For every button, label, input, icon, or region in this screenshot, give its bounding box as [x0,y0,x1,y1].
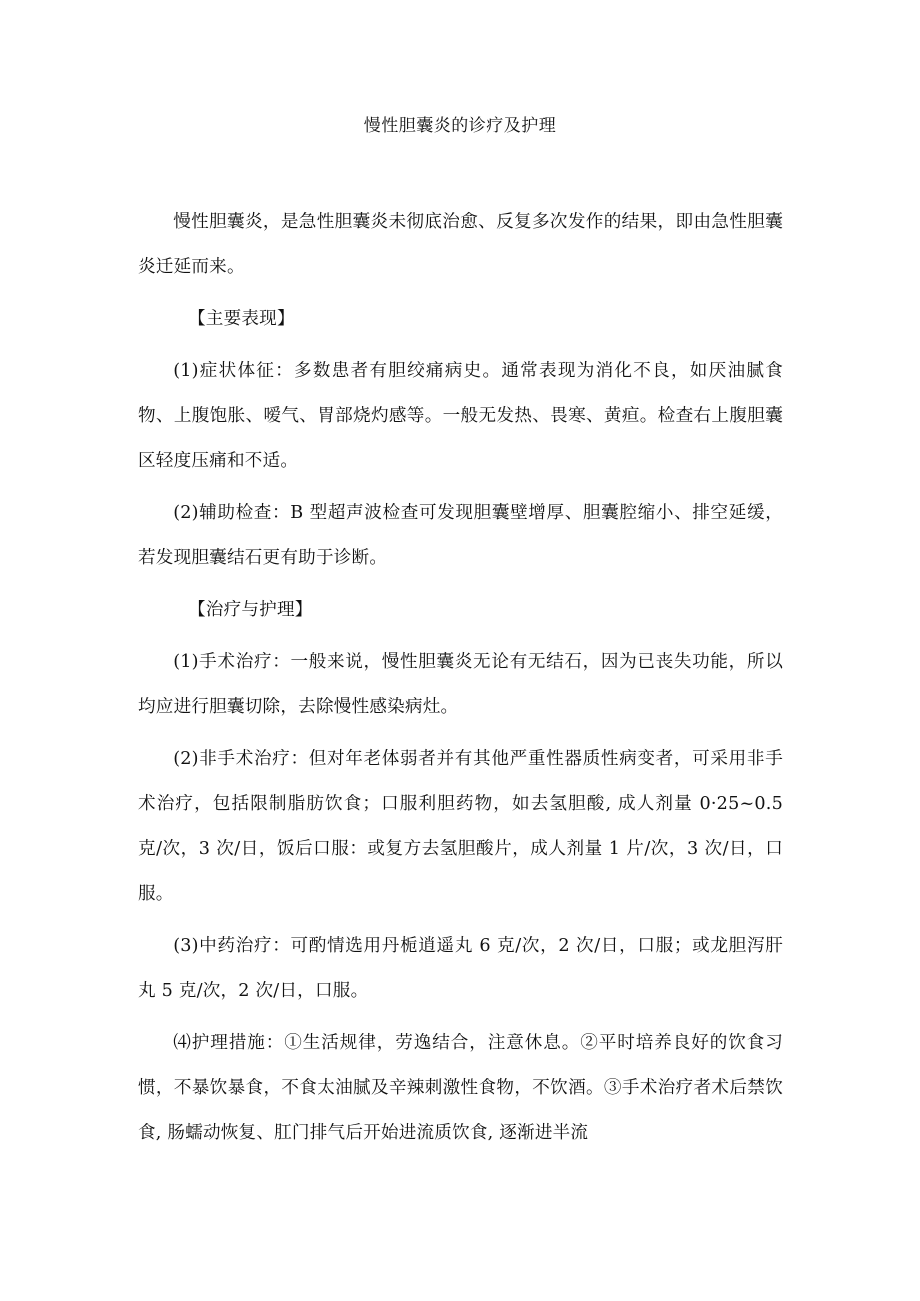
section-heading-treatment: 【治疗与护理】 [188,600,313,620]
document-title: 慢性胆囊炎的诊疗及护理 [363,116,557,136]
nonsurgical-paragraph: (2)非手术治疗：但对年老体弱者并有其他严重性器质性病变者，可采用非手术治疗，包括限制脂肪饮食；口服利胆药物，如去氢胆酸, 成人剂量 0·25~0.5 克/次，3 次/日，饭后口服：或复方去氢胆酸片，成人剂量 1 片/次，3 次/日，口服。 [138,749,783,904]
intro-paragraph: 慢性胆囊炎，是急性胆囊炎未彻底治愈、反复多次发作的结果，即由急性胆囊炎迁延而来。 [138,212,783,277]
examination-paragraph: (2)辅助检查：B 型超声波检查可发现胆囊壁增厚、胆囊腔缩小、排空延缓，若发现胆囊结石更有助于诊断。 [138,503,783,568]
tcm-paragraph: (3)中药治疗：可酌情选用丹栀逍遥丸 6 克/次，2 次/日，口服；或龙胆泻肝丸 5 克/次，2 次/日，口服。 [138,936,783,1001]
nursing-paragraph: ⑷护理措施：①生活规律，劳逸结合，注意休息。②平时培养良好的饮食习惯，不暴饮暴食，不食太油腻及辛辣刺激性食物，不饮酒。③手术治疗者术后禁饮食, 肠蠕动恢复、肛门排气后开始进流质饮食, 逐渐进半流 [138,1033,783,1143]
document-body [138,200,783,1163]
surgery-paragraph: (1)手术治疗：一般来说，慢性胆囊炎无论有无结石，因为已丧失功能，所以均应进行胆囊切除，去除慢性感染病灶。 [138,652,783,717]
section-heading-main: 【主要表现】 [188,309,295,329]
symptoms-paragraph: (1)症状体征：多数患者有胆绞痛病史。通常表现为消化不良，如厌油腻食物、上腹饱胀、嗳气、胃部烧灼感等。一般无发热、畏寒、黄疸。检查右上腹胆囊区轻度压痛和不适。 [138,361,783,471]
